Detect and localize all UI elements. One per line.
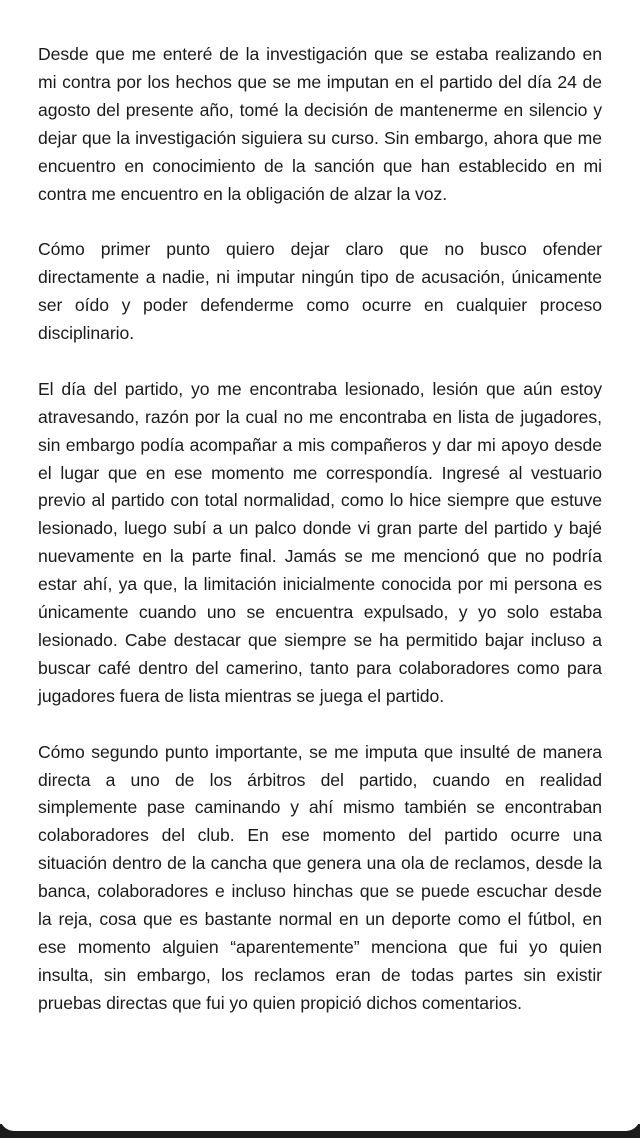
statement-text bbox=[38, 41, 602, 1018]
paragraph-intro: Desde que me enteré de la investigación que se estaba realizando en mi contra por los hechos que se me imputan en el partido del día 24 de agosto del presente año, tomé la decisión de mantenerme en silencio y dejar que la investigación siguiera su curso. Sin embargo, ahora que me encuentro en conocimiento de la sanción que han establecido en mi contra me encuentro en la obligación de alzar la voz. bbox=[38, 44, 602, 204]
paragraph-match-day: El día del partido, yo me encontraba lesionado, lesión que aún estoy atravesando, razón por la cual no me encontraba en lista de jugadores, sin embargo podía acompañar a mis compañeros y dar mi apoyo desde el lugar que en ese momento me correspondía. Ingresé al vestuario previo al partido con total normalidad, como lo hice siempre que estuve lesionado, luego subí a un palco donde vi gran parte del partido y bajé nuevamente en la parte final. Jamás se me mencionó que no podría estar ahí, ya que, la limitación inicialmente conocida por mi persona es únicamente cuando uno se encuentra expulsado, y yo solo estaba lesionado. Cabe destacar que siempre se ha permitido bajar incluso a buscar café dentro del camerino, tanto para colaboradores como para jugadores fuera de lista mientras se juega el partido. bbox=[38, 378, 602, 706]
paragraph-second-point: Cómo segundo punto importante, se me imputa que insulté de manera directa a uno de los árbitros del partido, cuando en realidad simplemente pase caminando y ahí mismo también se encontraban colaboradores del club. En ese momento del partido ocurre una situación dentro de la cancha que genera una ola de reclamos, desde la banca, colaboradores e incluso hinchas que se puede escuchar desde la reja, cosa que es bastante normal en un deporte como el fútbol, en ese momento alguien “aparentemente” menciona que fui yo quien insulta, sin embargo, los reclamos eran de todas partes sin existir pruebas directas que fui yo quien propició dichos comentarios. bbox=[38, 741, 602, 1013]
paragraph-first-point: Cómo primer punto quiero dejar claro que no busco ofender directamente a nadie, ni imputar ningún tipo de acusación, únicamente ser oído y poder defenderme como ocurre en cualquier proceso disciplinario. bbox=[38, 239, 602, 344]
